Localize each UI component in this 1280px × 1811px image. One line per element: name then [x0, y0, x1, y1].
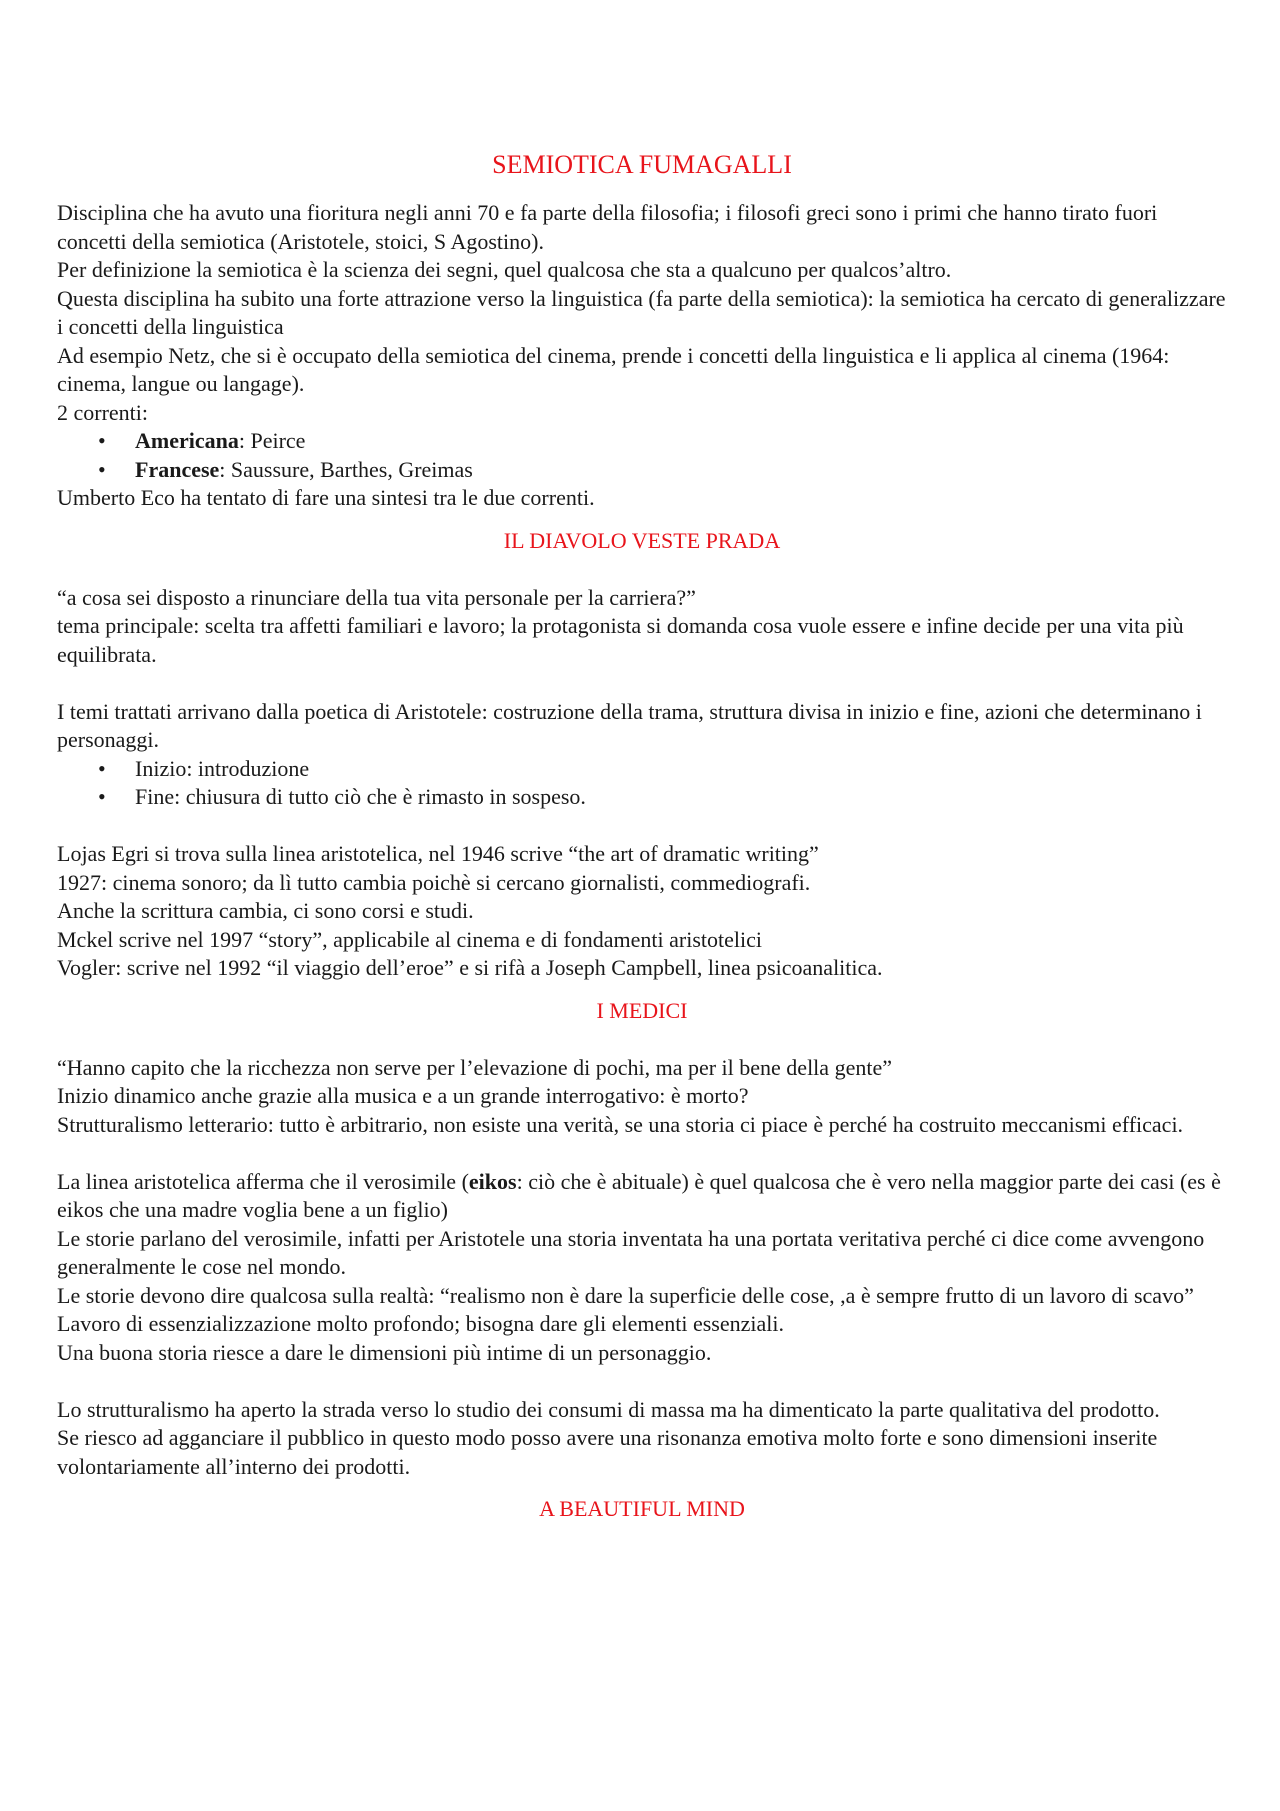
section-heading: A BEAUTIFUL MIND — [539, 1496, 745, 1521]
paragraph: Umberto Eco ha tentato di fare una sintesi tra le due correnti. — [57, 485, 595, 510]
paragraph: Le storie devono dire qualcosa sulla realtà: “realismo non è dare la superficie delle cose, ,a è sempre frutto di un lavoro di scavo” — [57, 1282, 1194, 1308]
paragraph: Mckel scrive nel 1997 “story”, applicabile al cinema e di fondamenti aristotelici — [57, 926, 762, 952]
struttura-list — [57, 755, 1227, 812]
paragraph: Per definizione la semiotica è la scienza dei segni, quel qualcosa che sta a qualcuno per qualcos’altro. — [57, 257, 952, 282]
eikos-term: eikos — [468, 1168, 517, 1194]
paragraph: Disciplina che ha avuto una fioritura negli anni 70 e fa parte della filosofia; i filosofi greci sono i primi che hanno tirato fuori concetti della semiotica (Aristotele, stoici, S Agostino). — [57, 200, 1158, 254]
paragraph: I temi trattati arrivano dalla poetica di Aristotele: costruzione della trama, struttura divisa in inizio e fine, azioni che determinano i personaggi. — [57, 698, 1202, 752]
text-run: La linea aristotelica afferma che il verosimile ( — [57, 1168, 469, 1194]
paragraph: 1927: cinema sonoro; da lì tutto cambia poichè si cercano giornalisti, commediografi. — [57, 869, 811, 895]
paragraph: 2 correnti: — [57, 399, 149, 425]
paragraph: Una buona storia riesce a dare le dimensioni più intime di un personaggio. — [57, 1339, 712, 1365]
paragraph: tema principale: scelta tra affetti familiari e lavoro; la protagonista si domanda cosa vuole essere e infine decide per una vita più equilibrata. — [57, 613, 1184, 667]
paragraph: Questa disciplina ha subito una forte attrazione verso la linguistica (fa parte della semiotica): la semiotica ha cercato di generalizzare i concetti della linguistica — [57, 285, 1226, 339]
list-item: • Inizio: introduzione — [57, 755, 1227, 784]
quote: “a cosa sei disposto a rinunciare della tua vita personale per la carriera?” — [57, 584, 696, 610]
paragraph: Lo strutturalismo ha aperto la strada verso lo studio dei consumi di massa ma ha dimenticato la parte qualitativa del prodotto. — [57, 1396, 1160, 1422]
document-page — [57, 150, 1227, 1524]
list-item — [57, 427, 1227, 456]
correnti-list — [57, 427, 1227, 484]
paragraph: Anche la scrittura cambia, ci sono corsi e studi. — [57, 898, 474, 923]
paragraph — [57, 1168, 1227, 1225]
text-run: : ciò che è abituale) è quel qualcosa che è vero nella maggior parte dei casi (es è eikos che una madre voglia bene a un figlio) — [57, 1168, 1221, 1222]
paragraph: Inizio dinamico anche grazie alla musica e a un grande interrogativo: è morto? — [57, 1083, 749, 1108]
paragraph: Vogler: scrive nel 1992 “il viaggio dell’eroe” e si rifà a Joseph Campbell, linea psicoanalitica. — [57, 955, 883, 980]
paragraph: Lojas Egri si trova sulla linea aristotelica, nel 1946 scrive “the art of dramatic writing” — [57, 841, 819, 866]
list-item-text: : Peirce — [238, 428, 306, 453]
document-title: SEMIOTICA FUMAGALLI — [492, 150, 792, 179]
section-heading: IL DIAVOLO VESTE PRADA — [503, 527, 781, 553]
section-heading: I MEDICI — [596, 997, 688, 1023]
paragraph: Se riesco ad agganciare il pubblico in questo modo posso avere una risonanza emotiva molto forte e sono dimensioni inserite volontariamente all’interno dei prodotti. — [57, 1425, 1158, 1479]
quote: “Hanno capito che la ricchezza non serve per l’elevazione di pochi, ma per il bene della gente” — [57, 1054, 892, 1080]
list-item-label: Francese — [135, 456, 220, 482]
paragraph: Le storie parlano del verosimile, infatti per Aristotele una storia inventata ha una portata veritativa perché ci dice come avvengono generalmente le cose nel mondo. — [57, 1225, 1205, 1279]
list-item-text: : Saussure, Barthes, Greimas — [219, 456, 473, 482]
list-item-label: Americana — [135, 428, 239, 453]
paragraph: Lavoro di essenzializzazione molto profondo; bisogna dare gli elementi essenziali. — [57, 1311, 784, 1336]
list-item: • Fine: chiusura di tutto ciò che è rimasto in sospeso. — [57, 783, 1227, 812]
list-item — [57, 456, 1227, 485]
paragraph: Ad esempio Netz, che si è occupato della semiotica del cinema, prende i concetti della linguistica e li applica al cinema (1964: cinema, langue ou langage). — [57, 342, 1170, 396]
paragraph: Strutturalismo letterario: tutto è arbitrario, non esiste una verità, se una storia ci piace è perché ha costruito meccanismi efficaci. — [57, 1111, 1184, 1137]
